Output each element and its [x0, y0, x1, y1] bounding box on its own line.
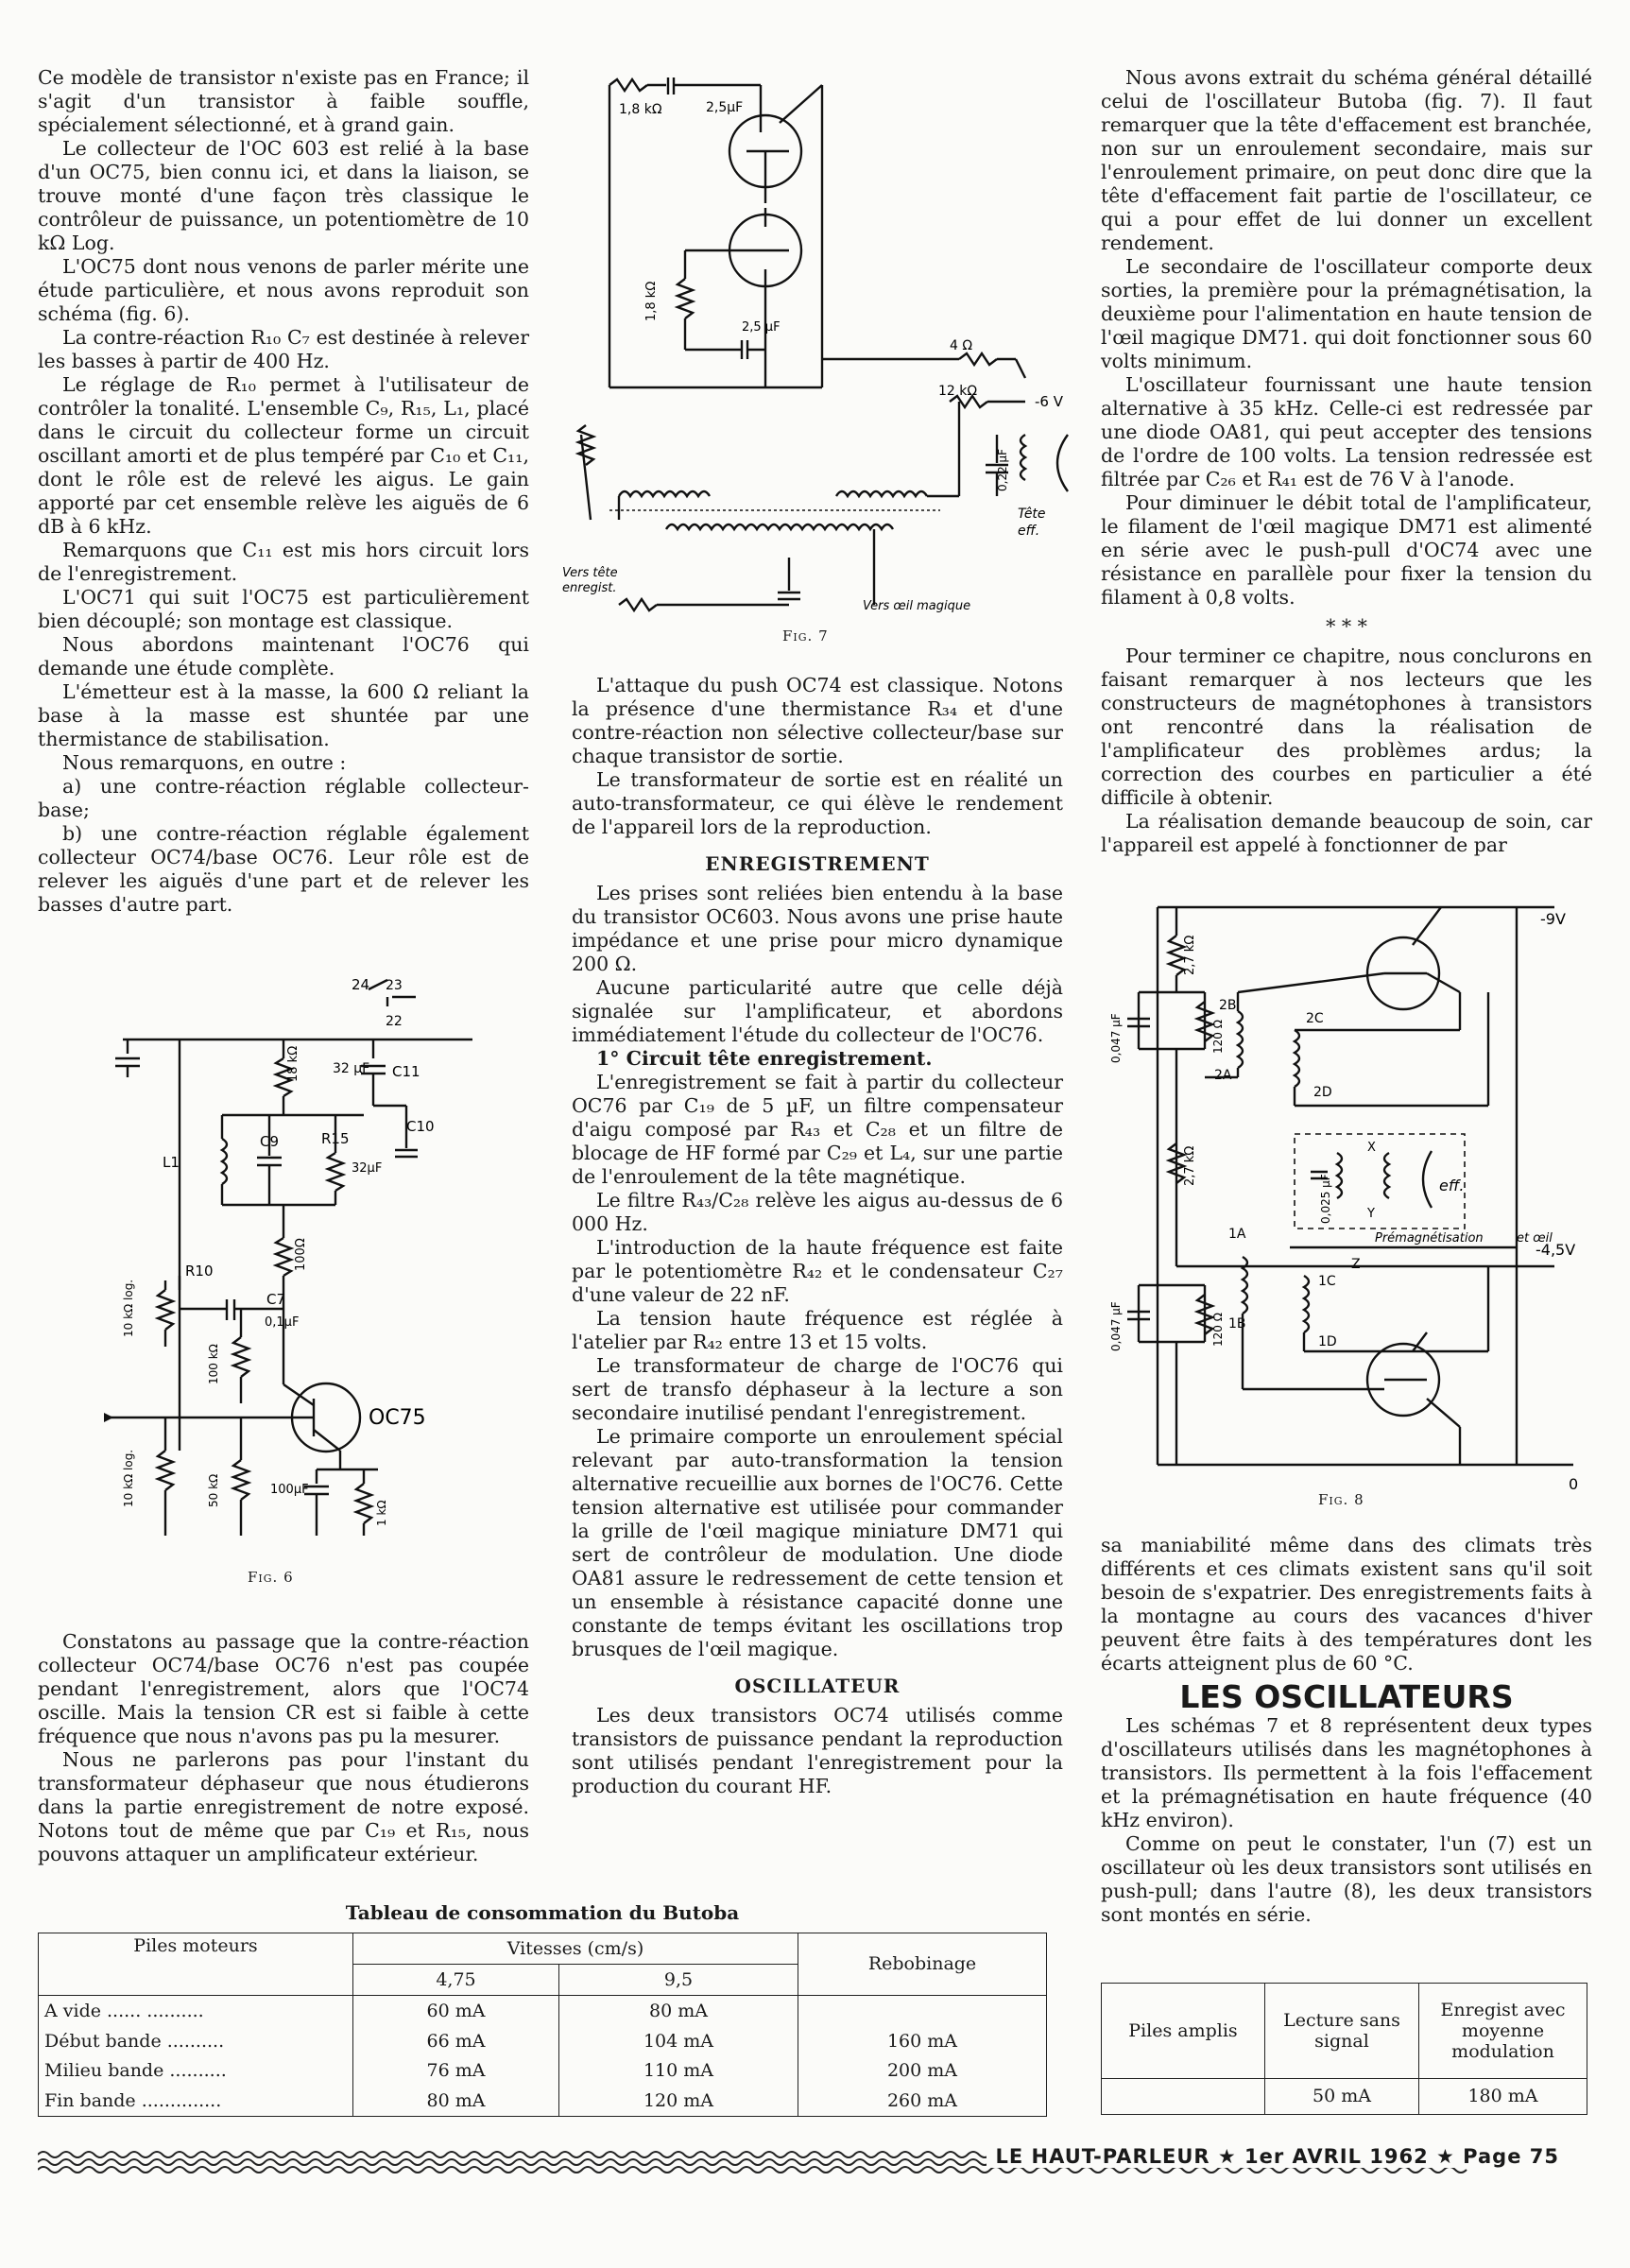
table-header-row [39, 1933, 1047, 1965]
paragraph: La contre-réaction R₁₀ C₇ est destinée à relever les basses à partir de 400 Hz. [38, 326, 529, 372]
svg-text:2D: 2D [1313, 1085, 1332, 1100]
svg-text:eff.: eff. [1439, 1177, 1465, 1194]
paragraph: Le filtre R₄₃/C₂₈ relève les aigus au-dessus de 6 000 Hz. [572, 1189, 1063, 1235]
paragraph: a) une contre-réaction réglable collecteur-base; [38, 775, 529, 821]
header-lecture: Lecture sans signal [1265, 1984, 1419, 2079]
column-3-lower [1101, 1534, 1592, 1927]
amplifier-consumption-table [1101, 1983, 1587, 2115]
cell-value: 76 mA [353, 2055, 559, 2086]
paragraph: Comme on peut le constater, l'un (7) est un oscillateur où les deux transistors sont utilisés en push-pull; dans l'autre (8), les deux transistors sont montés en série. [1101, 1832, 1592, 1926]
row-label: Fin bande .............. [39, 2086, 353, 2116]
svg-text:32 µF: 32 µF [333, 1061, 370, 1076]
svg-text:-6 V: -6 V [1035, 393, 1063, 410]
svg-text:Z: Z [1351, 1257, 1361, 1272]
paragraph: Les deux transistors OC74 utilisés comme transistors de puissance pendant la reproduction sont utilisés pendant l'enregistrement pour la production du courant HF. [572, 1704, 1063, 1797]
svg-text:C11: C11 [392, 1063, 420, 1080]
cell-value: 120 mA [558, 2086, 798, 2116]
consumption-table [38, 1933, 1047, 2117]
section-separator: * * * [1326, 615, 1367, 638]
cell-value: 260 mA [798, 2086, 1047, 2116]
svg-text:100Ω: 100Ω [294, 1238, 308, 1271]
paragraph: Nous remarquons, en outre : [62, 751, 347, 774]
svg-text:enregist.: enregist. [562, 581, 617, 595]
cell-value: 60 mA [353, 1995, 559, 2025]
section-heading-les-oscillateurs: LES OSCILLATEURS [1179, 1678, 1514, 1715]
section-heading-enregistrement: ENREGISTREMENT [705, 852, 930, 875]
figure-6-caption: Fig. 6 [248, 1569, 294, 1586]
svg-text:120 Ω: 120 Ω [1211, 1020, 1225, 1054]
svg-text:12 kΩ: 12 kΩ [938, 384, 978, 399]
column-2 [572, 674, 1063, 1798]
svg-text:1 kΩ: 1 kΩ [375, 1500, 388, 1526]
table-row [39, 2055, 1047, 2086]
cell-value: 110 mA [558, 2055, 798, 2086]
svg-text:Tête: Tête [1018, 507, 1046, 522]
table-row [39, 2086, 1047, 2116]
svg-text:Vers tête: Vers tête [562, 566, 618, 580]
paragraph: L'émetteur est à la masse, la 600 Ω reliant la base à la masse est shuntée par une thermistance de stabilisation. [38, 680, 529, 750]
paragraph: Le réglage de R₁₀ permet à l'utilisateur de contrôler la tonalité. L'ensemble C₉, R₁₅, L₁, placé dans le circuit du collecteur forme un circuit oscillant amorti et de plus tempéré par C₁₀ et C₁₁, dont le rôle est de relevé les aigus. Le gain apporté par cet ensemble relève les aiguës de 6 dB à 6 kHz. [38, 373, 529, 538]
paragraph: L'enregistrement se fait à partir du collecteur OC76 par C₁₉ de 5 µF, un filtre compensateur d'aigu composé par R₄₃ et C₂₈ et un filtre de blocage de HF formé par C₂₉ et L₄, sur une partie de l'enroulement de la tête magnétique. [572, 1071, 1063, 1188]
svg-text:L1: L1 [163, 1154, 180, 1171]
cell-value: 80 mA [353, 2086, 559, 2116]
figure-8-caption: Fig. 8 [1318, 1491, 1364, 1508]
paragraph: L'OC71 qui suit l'OC75 est particulièrement bien découplé; son montage est classique. [38, 586, 529, 632]
svg-text:C7: C7 [266, 1291, 286, 1308]
svg-text:50 kΩ: 50 kΩ [207, 1473, 220, 1507]
cell-value: 66 mA [353, 2026, 559, 2056]
row-label: Milieu bande .......... [39, 2055, 353, 2086]
section-heading-oscillateur: OSCILLATEUR [734, 1675, 901, 1697]
column-3 [1101, 66, 1592, 857]
header-enregist: Enregist avec moyenne modulation [1419, 1984, 1587, 2079]
svg-text:120 Ω: 120 Ω [1211, 1313, 1225, 1347]
svg-text:100µF: 100µF [270, 1483, 309, 1497]
paragraph: La réalisation demande beaucoup de soin, car l'appareil est appelé à fonctionner de par [1101, 810, 1592, 856]
svg-text:1,8 kΩ: 1,8 kΩ [644, 281, 659, 321]
svg-text:4 Ω: 4 Ω [950, 338, 973, 353]
svg-text:0,22 µF: 0,22 µF [996, 448, 1009, 491]
paragraph: sa maniabilité même dans des climats très différents et ces climats existent sans qu'il soit besoin de s'expatrier. Des enregistrements faits à la montagne au cours des vacances d'hiver peuvent être faits à des températures dont les écarts atteignent plus de 60 °C. [1101, 1534, 1592, 1675]
svg-text:Y: Y [1367, 1207, 1375, 1221]
svg-text:R10: R10 [185, 1263, 214, 1280]
svg-text:10 kΩ log.: 10 kΩ log. [122, 1279, 135, 1337]
paragraph: Le collecteur de l'OC 603 est relié à la base d'un OC75, bien connu ici, et dans la liaison, se trouve monté d'une façon très classique le contrôleur de puissance, un potentiomètre de 10 kΩ Log. [38, 137, 529, 254]
paragraph: L'OC75 dont nous venons de parler mérite une étude particulière, et nous avons reproduit son schéma (fig. 6). [38, 255, 529, 325]
paragraph: Le transformateur de charge de l'OC76 qui sert de transfo déphaseur à la lecture a son secondaire inutilisé pendant l'enregistrement. [572, 1354, 1063, 1424]
svg-text:2B: 2B [1219, 998, 1237, 1013]
svg-text:0,047 µF: 0,047 µF [1109, 1013, 1123, 1063]
svg-text:0,047 µF: 0,047 µF [1109, 1301, 1123, 1351]
figure-7-schematic [562, 76, 1072, 633]
svg-text:0,025 µF: 0,025 µF [1319, 1174, 1332, 1224]
table-1-title: Tableau de consommation du Butoba [345, 1901, 740, 1924]
svg-text:R15: R15 [321, 1130, 350, 1147]
svg-text:100 kΩ: 100 kΩ [207, 1344, 220, 1384]
cell-value: 200 mA [798, 2055, 1047, 2086]
svg-text:2A: 2A [1214, 1068, 1232, 1083]
svg-text:1B: 1B [1228, 1316, 1246, 1332]
svg-text:-9V: -9V [1540, 910, 1566, 928]
svg-text:2,5µF: 2,5µF [706, 100, 744, 115]
table-row [39, 2026, 1047, 2056]
svg-text:18 kΩ: 18 kΩ [286, 1045, 300, 1082]
page-footer [38, 2145, 1592, 2177]
paragraph: Pour terminer ce chapitre, nous conclurons en faisant remarquer à nos lecteurs que les constructeurs de magnétophones à transistors ont rencontré dans la réalisation de l'amplificateur des problèmes ardus; la correction des courbes en particulier a été difficile à obtenir. [1101, 644, 1592, 809]
svg-text:C10: C10 [406, 1118, 435, 1135]
svg-text:-4,5V: -4,5V [1536, 1241, 1576, 1259]
svg-text:X: X [1367, 1141, 1376, 1155]
svg-text:C9: C9 [260, 1133, 280, 1150]
svg-text:2,5 µF: 2,5 µF [742, 320, 781, 335]
paragraph: Le primaire comporte un enroulement spécial relevant par auto-transformation la tension alternative recueillie aux bornes de l'OC76. Cette tension alternative est utilisée pour commander la grille de l'œil magique miniature DM71 qui sert de contrôleur de modulation. Une diode OA81 assure le redressement de cette tension et un ensemble à résistance capacité donne une constante de temps évitant les oscillations trop brusques de l'œil magique. [572, 1425, 1063, 1660]
paragraph: Nous ne parlerons pas pour l'instant du transformateur déphaseur que nous étudierons dans la partie enregistrement de notre exposé. Notons tout de même que par C₁₉ et R₁₅, nous pouvons attaquer un amplificateur extérieur. [38, 1748, 529, 1865]
header-piles-moteurs: Piles moteurs [39, 1933, 353, 1996]
svg-text:1,8 kΩ: 1,8 kΩ [619, 102, 662, 117]
subheading: 1° Circuit tête enregistrement. [596, 1047, 933, 1070]
paragraph: Le secondaire de l'oscillateur comporte deux sorties, la première pour la prémagnétisation, la deuxième pour l'alimentation en haute tension de l'œil magique DM71. qui doit fonctionner sous 60 volts minimum. [1101, 255, 1592, 372]
column-1-lower [38, 1630, 529, 1866]
cell-value-enregist: 180 mA [1419, 2078, 1587, 2114]
svg-text:10 kΩ log.: 10 kΩ log. [122, 1449, 135, 1507]
paragraph: Les schémas 7 et 8 représentent deux types d'oscillateurs utilisés dans les magnétophones à transistors. Ils permettent à la fois l'effacement et la prémagnétisation en haute fréquence (40 kHz environ). [1101, 1714, 1592, 1831]
svg-text:Vers œil magique: Vers œil magique [863, 599, 971, 613]
svg-text:1D: 1D [1318, 1334, 1337, 1349]
svg-text:1A: 1A [1228, 1227, 1246, 1242]
svg-text:24: 24 [352, 976, 370, 993]
figure-7-caption: Fig. 7 [782, 627, 829, 644]
cell-value: 80 mA [558, 1995, 798, 2025]
svg-text:22: 22 [386, 1014, 403, 1029]
paragraph: Pour diminuer le débit total de l'amplificateur, le filament de l'œil magique DM71 est alimenté en série avec le push-pull d'OC74 avec une résistance en parallèle pour fixer la tension du filament à 0,8 volts. [1101, 491, 1592, 609]
paragraph: La tension haute fréquence est réglée à l'atelier par R₄₂ entre 13 et 15 volts. [572, 1307, 1063, 1353]
table-header-row [1102, 1984, 1587, 2079]
svg-text:et œil: et œil [1517, 1231, 1553, 1246]
cell-value [798, 1995, 1047, 2025]
svg-text:2,7 kΩ: 2,7 kΩ [1183, 935, 1197, 975]
svg-text:2C: 2C [1306, 1011, 1324, 1026]
column-1 [38, 66, 529, 917]
paragraph: Nous abordons maintenant l'OC76 qui demande une étude complète. [38, 633, 529, 679]
paragraph: Nous avons extrait du schéma général détaillé celui de l'oscillateur Butoba (fig. 7). Il faut remarquer que la tête d'effacement est branchée, non sur un enroulement secondaire, mais sur l'enroulement primaire, on peut donc dire que la tête d'effacement fait partie de l'oscillateur, ce qui a pour effet de lui donner un excellent rendement. [1101, 66, 1592, 254]
cell-value: 160 mA [798, 2026, 1047, 2056]
figure-6-schematic [104, 969, 501, 1573]
row-label: A vide ...... .......... [39, 1995, 353, 2025]
paragraph: b) une contre-réaction réglable également collecteur OC74/base OC76. Leur rôle est de relever les aiguës d'une part et de relever les basses d'autre part. [38, 822, 529, 916]
svg-text:0: 0 [1569, 1475, 1579, 1493]
svg-text:32µF: 32µF [352, 1161, 383, 1176]
table-row [39, 1995, 1047, 2025]
table-row [1102, 2078, 1587, 2114]
header-vitesses: Vitesses (cm/s) [353, 1933, 798, 1965]
svg-text:OC75: OC75 [369, 1406, 426, 1430]
svg-text:2,7 kΩ: 2,7 kΩ [1183, 1145, 1197, 1186]
cell-value: 104 mA [558, 2026, 798, 2056]
svg-text:Prémagnétisation: Prémagnétisation [1375, 1231, 1484, 1246]
paragraph: Ce modèle de transistor n'existe pas en France; il s'agit d'un transistor à faible souffle, spécialement sélectionné, et à grand gain. [38, 66, 529, 136]
svg-text:0,1µF: 0,1µF [265, 1315, 300, 1330]
cell-value-lecture: 50 mA [1265, 2078, 1419, 2114]
paragraph: L'oscillateur fournissant une haute tension alternative à 35 kHz. Celle-ci est redressée par une diode OA81, qui peut accepter des tensions de l'ordre de 100 volts. La tension redressée est filtrée par C₂₆ et R₄₁ est de 76 V à l'anode. [1101, 373, 1592, 490]
paragraph: L'attaque du push OC74 est classique. Notons la présence d'une thermistance R₃₄ et d'une contre-réaction non sélective collecteur/base sur chaque transistor de sortie. [572, 674, 1063, 767]
paragraph: L'introduction de la haute fréquence est faite par le potentiomètre R₄₂ et le condensateur C₂₇ d'une valeur de 22 nF. [572, 1236, 1063, 1306]
figure-8-schematic [1101, 898, 1592, 1503]
footer-text: LE HAUT-PARLEUR ★ 1er AVRIL 1962 ★ Page 75 [987, 2145, 1560, 2168]
switch-24-23 [352, 976, 416, 1029]
paragraph: Remarquons que C₁₁ est mis hors circuit lors de l'enregistrement. [38, 539, 529, 585]
header-piles-amplis: Piles amplis [1102, 1984, 1265, 2079]
svg-text:1C: 1C [1318, 1274, 1336, 1289]
empty-cell [1102, 2078, 1265, 2114]
paragraph: Constatons au passage que la contre-réaction collecteur OC74/base OC76 n'est pas coupée pendant l'enregistrement, alors que l'OC74 oscille. Mais la tension CR est si faible à cette fréquence que nous n'avons pas pu la mesurer. [38, 1630, 529, 1747]
header-rebobinage: Rebobinage [798, 1933, 1047, 1996]
paragraph: Le transformateur de sortie est en réalité un auto-transformateur, ce qui élève le rendement de l'appareil lors de la reproduction. [572, 768, 1063, 838]
svg-text:eff.: eff. [1018, 524, 1040, 539]
header-speed-475: 4,75 [353, 1964, 559, 1995]
row-label: Début bande .......... [39, 2026, 353, 2056]
header-speed-95: 9,5 [558, 1964, 798, 1995]
paragraph: Les prises sont reliées bien entendu à la base du transistor OC603. Nous avons une prise haute impédance et une prise pour micro dynamique 200 Ω. [572, 882, 1063, 975]
svg-text:23: 23 [386, 978, 403, 993]
paragraph: Aucune particularité autre que celle déjà signalée sur l'amplificateur, et abordons immédiatement l'étude du collecteur de l'OC76. [572, 976, 1063, 1046]
